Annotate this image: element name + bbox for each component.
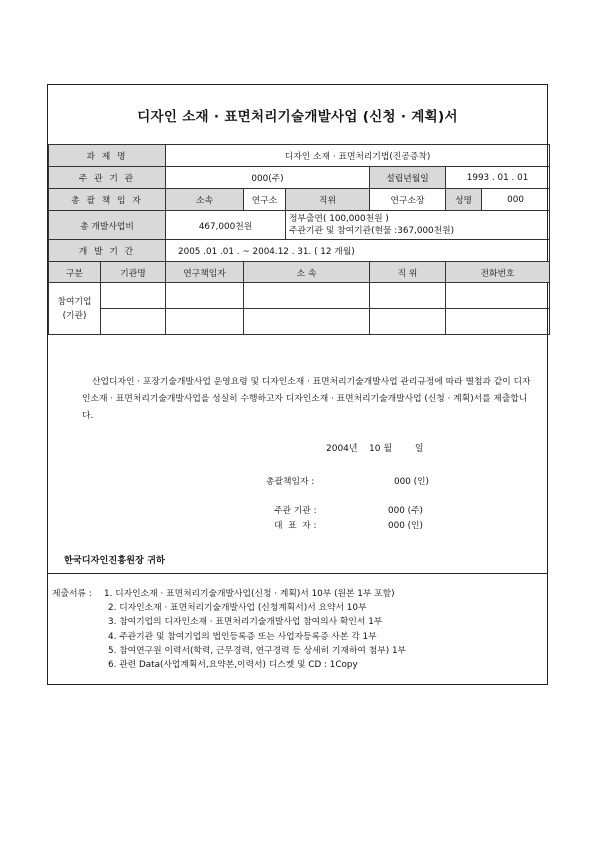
submission-date: 2004년 10 월 일: [326, 444, 424, 454]
intro-paragraph: 산업디자인 · 포장기술개발사업 운영요령 및 디자인소재 · 표면처리기술개발사업 관리규정에 따라 별첨과 같이 디자인소재 · 표면처리기술개발사업을 성실히 수행하고자 디자인소재 · 표면처리기술개발사업 (신청 · 계획)서를 제출합니다.: [82, 377, 531, 421]
rep-sign-value: 000 (인): [388, 521, 423, 531]
position-value: 연구소장: [370, 189, 446, 211]
rep-sign-label: 대 표 자 :: [274, 521, 317, 531]
funding-breakdown: [286, 211, 550, 240]
participant-category-line1: 참여기업: [57, 296, 92, 307]
participant-category-line2: (기관): [62, 310, 87, 321]
affiliation-label: 소속: [166, 189, 244, 211]
participant-cell: [244, 283, 370, 309]
document-item: 2. 디자인소재 · 표면처리기술개발사업 (신청계획서)서 요약서 10부: [108, 603, 367, 614]
participant-cell: [244, 309, 370, 335]
participant-cell: [166, 283, 244, 309]
manager-label: 총 괄 책 임 자: [49, 189, 166, 211]
documents-list: [52, 587, 406, 672]
addressee: 한국디자인진흥원장 귀하: [64, 555, 165, 566]
host-org-value: 000(주): [166, 167, 370, 189]
inkind-funding: 주관기관 및 참여기관(현물 :367,000천원): [289, 226, 455, 236]
period-label: 개 발 기 간: [49, 240, 166, 262]
participant-cell: [446, 283, 550, 309]
host-sign-label: 주관 기관 :: [274, 506, 317, 516]
application-form: [47, 84, 548, 685]
position-label: 직위: [286, 189, 370, 211]
col-affiliation: 소 속: [244, 262, 370, 283]
document-item: 4. 주관기관 및 참여기업의 법인등록증 또는 사업자등록증 사본 각 1부: [108, 631, 377, 642]
manager-sign-value: 000 (인): [394, 477, 429, 487]
name-label: 성명: [446, 189, 482, 211]
form-title: 디자인 소재 · 표면처리기술개발사업 (신청 · 계획)서: [137, 109, 458, 125]
document-item: 1. 디자인소재 · 표면처리기술개발사업(신청 · 계획)서 10부 (원본 1부 포함): [104, 589, 395, 599]
founded-date-label: 설립년월일: [370, 167, 446, 189]
gov-funding: 정부출연( 100,000천원 ): [289, 214, 389, 224]
participant-cell: [166, 309, 244, 335]
documents-label: 제출서류 :: [52, 589, 92, 599]
participant-cell: [370, 309, 446, 335]
col-category: 구분: [49, 262, 101, 283]
document-item: 6. 관련 Data(사업계획서,요약본,이력서) 디스켓 및 CD : 1Copy: [108, 660, 358, 671]
manager-sign-label: 총괄책임자 :: [266, 477, 315, 487]
col-position: 직 위: [370, 262, 446, 283]
founded-date-value: 1993 . 01 . 01: [446, 167, 550, 189]
participant-cell: [446, 309, 550, 335]
host-sign-value: 000 (주): [388, 506, 423, 516]
section-divider: [48, 573, 547, 574]
host-org-label: 주 관 기 관: [49, 167, 166, 189]
form-table: [48, 144, 550, 335]
participant-cell: [101, 309, 166, 335]
period-value: 2005 .01 .01 . ~ 2004.12 . 31. ( 12 개월): [166, 240, 550, 262]
document-item: 3. 참여기업의 디자인소재 · 표면처리기술개발사업 참여의사 확인서 1부: [108, 617, 383, 628]
total-budget-value: 467,000천원: [166, 211, 286, 240]
participant-cell: [101, 283, 166, 309]
col-researcher: 연구책임자: [166, 262, 244, 283]
document-item: 5. 참여연구원 이력서(학력, 근무경력, 연구경력 등 상세히 기재하여 첨부) 1부: [108, 645, 407, 656]
project-name-value: 디자인 소재 · 표면처리기법(진공증착): [166, 145, 550, 167]
total-budget-label: 총 개발사업비: [49, 211, 166, 240]
project-name-label: 과 제 명: [49, 145, 166, 167]
col-phone: 전화번호: [446, 262, 550, 283]
participant-category: [49, 283, 101, 335]
name-value: 000: [482, 189, 550, 211]
affiliation-value: 연구소: [244, 189, 286, 211]
participant-cell: [370, 283, 446, 309]
col-org-name: 기관명: [101, 262, 166, 283]
